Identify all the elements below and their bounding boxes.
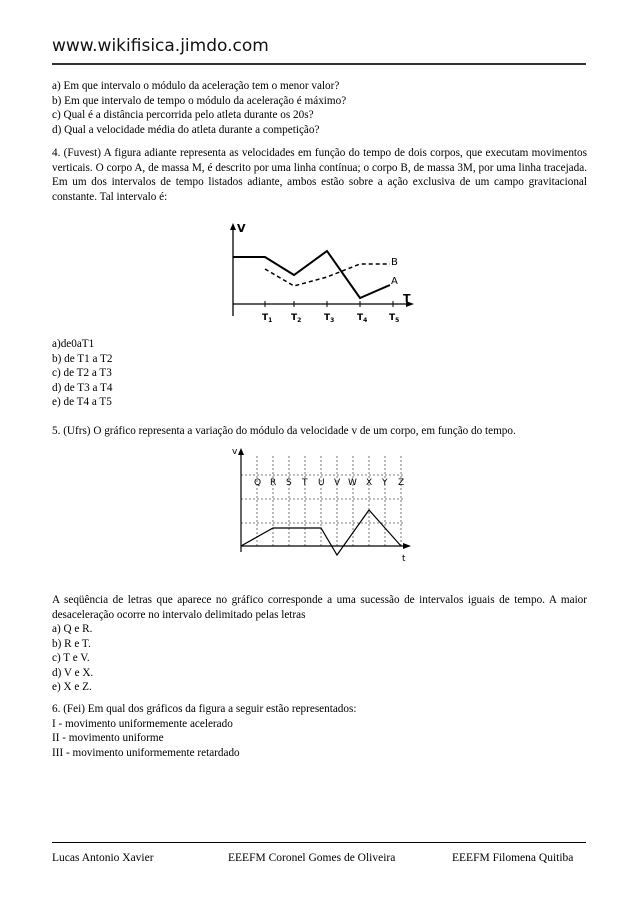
question-5-options (52, 622, 587, 695)
interval-letter: Z (398, 478, 405, 488)
site-header: www.wikifisica.jimdo.com (52, 36, 269, 56)
velocity-graph-q4 (220, 218, 420, 328)
interval-letter: U (318, 478, 325, 488)
option-c: c) de T2 a T3 (52, 367, 112, 380)
option-d: d) de T3 a T4 (52, 381, 113, 394)
footer-right: EEEFM Filomena Quitiba (452, 852, 574, 864)
question-4-text: 4. (Fuvest) A figura adiante representa as velocidades em função do tempo de dois corpos, que executam movimentos verticais. O corpo A, de massa M, é descrito por uma linha contínua; o corpo B, de massa 3M, por uma linha tracejada. Em um dos intervalos de tempo listados adiante, ambos estão sobre a ação exclusiva de um campo gravitacional constante. Tal intervalo é: (52, 147, 587, 203)
interval-letter: W (348, 478, 357, 488)
option-c: c) T e V. (52, 652, 90, 665)
svg-text:T2 (291, 313, 301, 324)
question-6-item: II - movimento uniforme (52, 732, 164, 745)
interval-letter: X (366, 478, 373, 488)
footer-left: Lucas Antonio Xavier (52, 852, 154, 864)
question-line: b) Em que intervalo de tempo o módulo da aceleração é máximo? (52, 94, 347, 107)
series-a-label: A (391, 276, 398, 287)
svg-text:T5 (389, 313, 399, 324)
svg-text:T3 (324, 313, 334, 324)
question-4-options (52, 337, 587, 410)
y-axis-label: v (232, 447, 238, 457)
x-axis-label: t (402, 554, 406, 564)
tick-label: T (324, 313, 331, 323)
tick-label: T (262, 313, 269, 323)
velocity-graph-q5 (226, 442, 416, 574)
tick-subscript: 3 (330, 317, 335, 324)
question-line: c) Qual é a distância percorrida pelo atleta durante os 20s? (52, 109, 314, 122)
option-b: b) R e T. (52, 637, 91, 650)
svg-text:T4 (357, 313, 367, 324)
interval-letter: Q (254, 478, 262, 488)
tick-label: T (291, 313, 298, 323)
interval-letter: S (286, 478, 292, 488)
interval-letter: Y (382, 478, 388, 488)
tick-subscript: 4 (363, 317, 368, 324)
interval-letter: T (302, 478, 308, 488)
option-b: b) de T1 a T2 (52, 352, 113, 365)
tick-subscript: 2 (297, 317, 302, 324)
question-6-item: III - movimento uniformemente retardado (52, 746, 240, 759)
question-6-item: I - movimento uniformemente acelerado (52, 717, 233, 730)
x-axis-label: T (403, 292, 411, 305)
question-line: d) Qual a velocidade média do atleta durante a competição? (52, 123, 320, 136)
option-d: d) V e X. (52, 666, 94, 679)
questions-block-1 (52, 79, 587, 137)
question-5-text-2: A seqüência de letras que aparece no gráfico corresponde a uma sucessão de intervalos iguais de tempo. A maior desaceleração ocorre no intervalo delimitado pelas letras (52, 594, 587, 621)
option-e: e) X e Z. (52, 681, 92, 694)
series-b-label: B (391, 257, 398, 268)
interval-letter: R (270, 478, 277, 488)
curve-b-dashed (265, 264, 390, 286)
option-a: a) Q e R. (52, 623, 93, 635)
interval-letter: V (334, 478, 341, 488)
tick-subscript: 5 (395, 317, 400, 324)
option-e: e) de T4 a T5 (52, 396, 112, 409)
tick-label: T (389, 313, 396, 323)
option-a: a)de0aT1 (52, 338, 95, 350)
question-5-text: 5. (Ufrs) O gráfico representa a variação do módulo da velocidade v de um corpo, em função do tempo. (52, 425, 516, 437)
footer-center: EEEFM Coronel Gomes de Oliveira (228, 852, 396, 864)
question-6-text: 6. (Fei) Em qual dos gráficos da figura a seguir estão representados: (52, 703, 357, 715)
header-divider (52, 63, 586, 65)
footer-divider (52, 842, 586, 843)
tick-subscript: 1 (268, 317, 273, 324)
question-line: a) Em que intervalo o módulo da aceleração tem o menor valor? (52, 80, 340, 92)
svg-text:T1 (262, 313, 272, 324)
question-6 (52, 702, 587, 760)
curve-a-solid (233, 251, 390, 298)
tick-label: T (357, 313, 364, 323)
y-axis-label: V (237, 222, 246, 235)
